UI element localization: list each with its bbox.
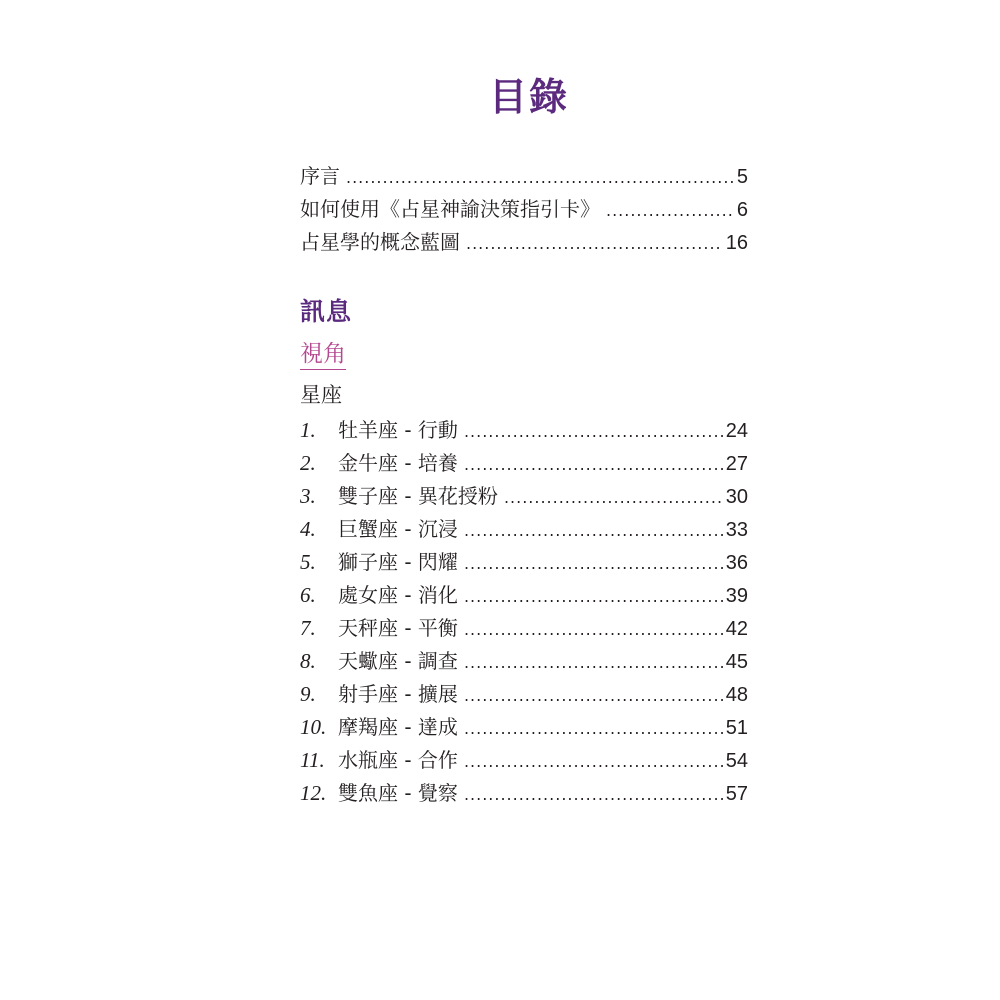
toc-entry-sign[interactable]	[300, 414, 748, 447]
toc-entry-label: 金牛座 - 培養	[338, 451, 458, 475]
toc-entry-number: 3.	[300, 484, 316, 508]
toc-entry-label: 牡羊座 - 行動	[338, 418, 458, 442]
toc-entry-number: 1.	[300, 418, 316, 442]
toc-entry-label: 處女座 - 消化	[338, 583, 458, 607]
toc-entry-page: 45	[725, 651, 748, 673]
page-title: 目錄	[488, 75, 569, 119]
toc-entry-sign[interactable]	[300, 678, 748, 711]
dot-leader	[606, 194, 734, 227]
toc-entry-number: 2.	[300, 451, 316, 475]
zodiac-entry-list	[300, 414, 748, 810]
toc-entry-number: 11.	[300, 748, 325, 772]
toc-entry-label: 如何使用《占星神諭決策指引卡》	[300, 197, 600, 221]
toc-entry-number: 8.	[300, 649, 316, 673]
toc-entry-label: 巨蟹座 - 沉浸	[338, 517, 458, 541]
toc-entry-label: 天蠍座 - 調查	[338, 649, 458, 673]
toc-entry-page: 6	[736, 199, 748, 221]
toc-entry-sign[interactable]	[300, 546, 748, 579]
toc-entry-label: 雙魚座 - 覺察	[338, 781, 458, 805]
toc-entry-page: 57	[725, 783, 748, 805]
toc-entry-number: 4.	[300, 517, 316, 541]
dot-leader	[346, 161, 734, 194]
section-heading: 訊息	[300, 297, 353, 326]
toc-entry-label: 水瓶座 - 合作	[338, 748, 458, 772]
toc-entry-sign[interactable]	[300, 645, 748, 678]
toc-entry-number: 9.	[300, 682, 316, 706]
dot-leader	[464, 580, 723, 613]
table-of-contents	[300, 160, 748, 810]
dot-leader	[464, 415, 723, 448]
toc-entry-sign[interactable]	[300, 711, 748, 744]
toc-entry-page: 42	[725, 618, 748, 640]
toc-entry-number: 7.	[300, 616, 316, 640]
toc-entry-blueprint[interactable]	[300, 226, 748, 259]
dot-leader	[464, 646, 723, 679]
toc-entry-page: 48	[725, 684, 748, 706]
toc-entry-preface[interactable]	[300, 160, 748, 193]
dot-leader	[464, 514, 723, 547]
toc-entry-label: 獅子座 - 閃耀	[338, 550, 458, 574]
dot-leader	[464, 745, 723, 778]
toc-entry-number: 5.	[300, 550, 316, 574]
toc-entry-number: 12.	[300, 781, 327, 805]
toc-entry-label: 占星學的概念藍圖	[300, 230, 460, 254]
toc-entry-page: 33	[725, 519, 748, 541]
toc-entry-label: 雙子座 - 異花授粉	[338, 484, 498, 508]
toc-entry-sign[interactable]	[300, 579, 748, 612]
toc-entry-sign[interactable]	[300, 513, 748, 546]
section-subheading: 視角	[300, 339, 346, 370]
toc-entry-page: 27	[725, 453, 748, 475]
toc-entry-sign[interactable]	[300, 447, 748, 480]
toc-entry-page: 24	[725, 420, 748, 442]
toc-entry-page: 5	[736, 166, 748, 188]
dot-leader	[464, 547, 723, 580]
toc-entry-sign[interactable]	[300, 777, 748, 810]
dot-leader	[464, 778, 723, 811]
toc-entry-sign[interactable]	[300, 480, 748, 513]
dot-leader	[464, 613, 723, 646]
dot-leader	[464, 679, 723, 712]
dot-leader	[466, 227, 723, 260]
dot-leader	[504, 481, 723, 514]
toc-entry-label: 序言	[300, 164, 340, 188]
toc-entry-page: 16	[725, 232, 748, 254]
toc-entry-sign[interactable]	[300, 612, 748, 645]
toc-entry-page: 39	[725, 585, 748, 607]
toc-entry-page: 30	[725, 486, 748, 508]
toc-entry-label: 天秤座 - 平衡	[338, 616, 458, 640]
toc-entry-label: 射手座 - 擴展	[338, 682, 458, 706]
toc-entry-number: 10.	[300, 715, 327, 739]
toc-entry-page: 36	[725, 552, 748, 574]
toc-entry-sign[interactable]	[300, 744, 748, 777]
dot-leader	[464, 448, 723, 481]
toc-entry-page: 51	[725, 717, 748, 739]
toc-entry-page: 54	[725, 750, 748, 772]
group-heading: 星座	[300, 383, 342, 407]
toc-entry-how-to-use[interactable]	[300, 193, 748, 226]
toc-entry-number: 6.	[300, 583, 316, 607]
toc-entry-label: 摩羯座 - 達成	[338, 715, 458, 739]
dot-leader	[464, 712, 723, 745]
